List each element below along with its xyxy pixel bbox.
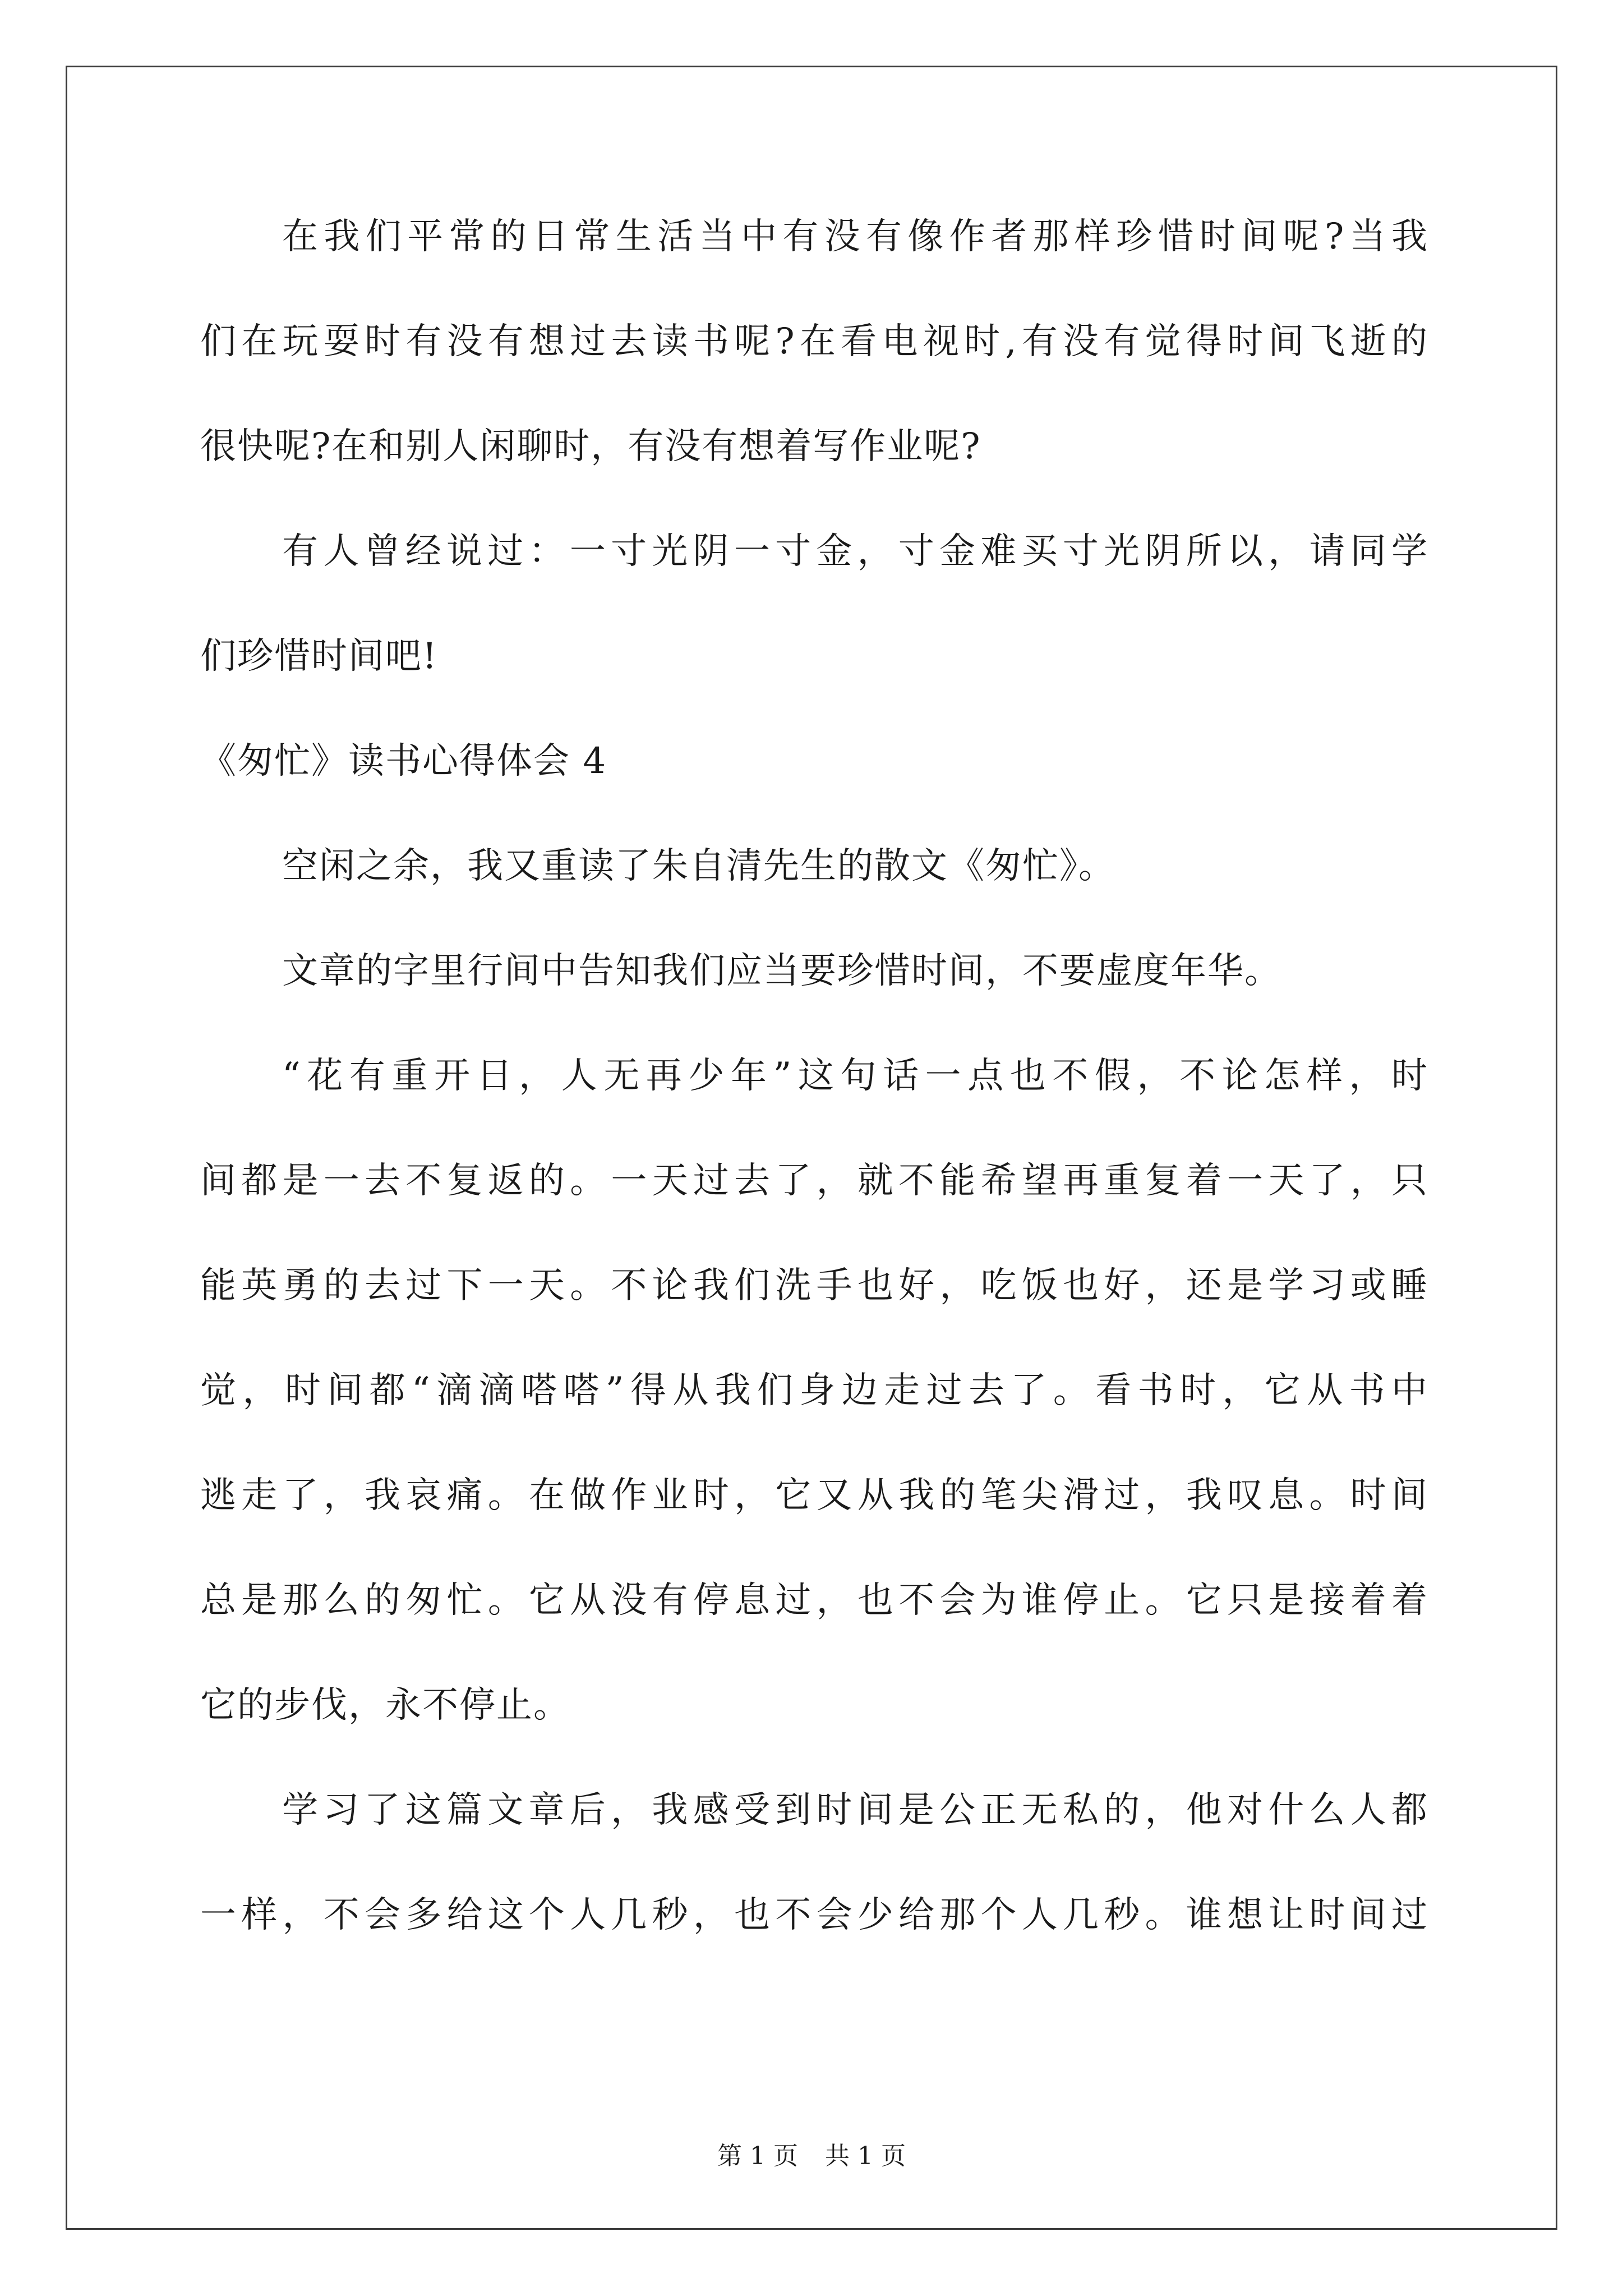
paragraph-line: 们珍惜时间吧! [200,636,438,677]
paragraph-line: 有人曾经说过：一寸光阴一寸金，寸金难买寸光阴所以，请同学 [282,531,1428,572]
paragraph-line: 空闲之余，我又重读了朱自清先生的散文《匆忙》。 [282,845,1115,887]
page-footer [0,2141,1623,2172]
paragraph-line: 在我们平常的日常生活当中有没有像作者那样珍惜时间呢?当我 [282,216,1428,257]
paragraph-line: “花有重开日，人无再少年”这句话一点也不假，不论怎样，时 [282,1055,1428,1097]
paragraph-line: 很快呢?在和别人闲聊时，有没有想着写作业呢? [200,426,981,467]
paragraph-line: 们在玩耍时有没有想过去读书呢?在看电视时,有没有觉得时间飞逝的 [200,321,1428,362]
paragraph-line: 觉，时间都“滴滴嗒嗒”得从我们身边走过去了。看书时，它从书中 [200,1370,1428,1411]
paragraph-line: 文章的字里行间中告知我们应当要珍惜时间，不要虚度年华。 [282,950,1281,992]
paragraph-line: 它的步伐，永不停止。 [200,1685,570,1726]
page-number: 第 1 页 [717,2142,798,2170]
paragraph-line: 间都是一去不复返的。一天过去了，就不能希望再重复着一天了，只 [200,1160,1428,1202]
paragraph-line: 逃走了，我哀痛。在做作业时，它又从我的笔尖滑过，我叹息。时间 [200,1475,1428,1516]
paragraph-line: 总是那么的匆忙。它从没有停息过，也不会为谁停止。它只是接着着 [200,1580,1428,1621]
page-total: 共 1 页 [825,2142,906,2170]
paragraph-line: 能英勇的去过下一天。不论我们洗手也好，吃饭也好，还是学习或睡 [200,1265,1428,1306]
section-heading: 《匆忙》读书心得体会 4 [200,740,607,782]
paragraph-line: 学习了这篇文章后，我感受到时间是公正无私的，他对什么人都 [282,1789,1428,1831]
paragraph-line: 一样，不会多给这个人几秒，也不会少给那个人几秒。谁想让时间过 [200,1894,1428,1936]
